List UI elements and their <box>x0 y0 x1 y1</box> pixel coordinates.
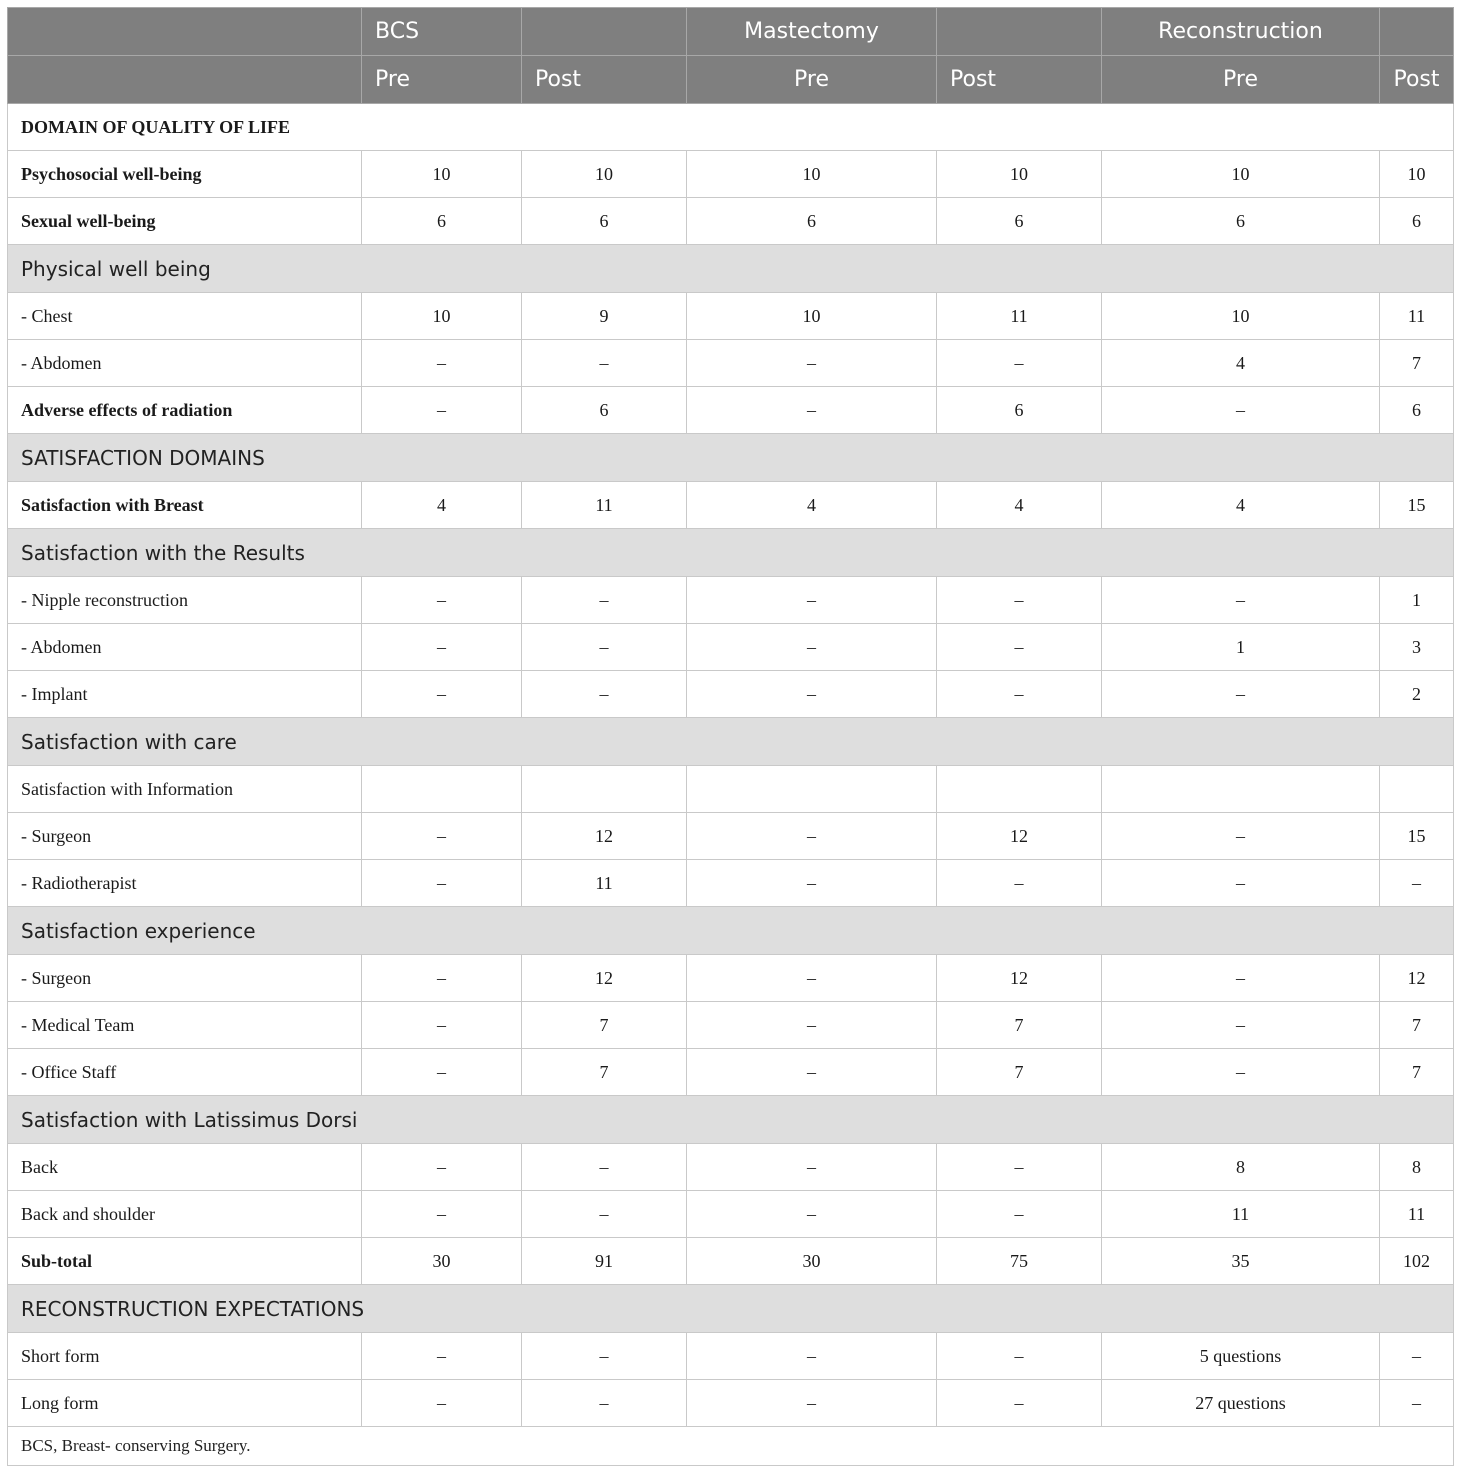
cell-value: 7 <box>1380 340 1454 387</box>
cell-value: – <box>522 577 687 624</box>
table-row <box>8 671 1454 718</box>
section-row <box>8 434 1454 482</box>
section-label: RECONSTRUCTION EXPECTATIONS <box>8 1285 1454 1333</box>
table-row <box>8 1144 1454 1191</box>
table-row <box>8 766 1454 813</box>
table-row <box>8 955 1454 1002</box>
cell-value: 6 <box>522 387 687 434</box>
table-header <box>8 8 1454 104</box>
row-label: - Surgeon <box>8 813 362 860</box>
cell-value: – <box>1102 577 1380 624</box>
cell-value: – <box>522 624 687 671</box>
cell-value: – <box>937 1333 1102 1380</box>
cell-value: – <box>687 860 937 907</box>
subhead-corner <box>8 56 362 104</box>
cell-value: – <box>362 1144 522 1191</box>
cell-value: 35 <box>1102 1238 1380 1285</box>
cell-value: – <box>362 1333 522 1380</box>
table-row <box>8 624 1454 671</box>
cell-value: 30 <box>687 1238 937 1285</box>
row-label: - Radiotherapist <box>8 860 362 907</box>
header-group-blank-3 <box>1380 8 1454 56</box>
row-label: - Implant <box>8 671 362 718</box>
domain-title: DOMAIN OF QUALITY OF LIFE <box>8 104 1454 151</box>
cell-value: 6 <box>522 198 687 245</box>
cell-value: 27 questions <box>1102 1380 1380 1427</box>
cell-value: 11 <box>1380 1191 1454 1238</box>
header-group-blank-2 <box>937 8 1102 56</box>
table-row <box>8 293 1454 340</box>
row-label: Adverse effects of radiation <box>8 387 362 434</box>
cell-value: 10 <box>1102 151 1380 198</box>
cell-value: 2 <box>1380 671 1454 718</box>
section-row <box>8 907 1454 955</box>
table-row <box>8 340 1454 387</box>
cell-value: – <box>522 1333 687 1380</box>
cell-value <box>362 766 522 813</box>
cell-value: – <box>937 860 1102 907</box>
cell-value: 12 <box>522 813 687 860</box>
cell-value: 12 <box>522 955 687 1002</box>
cell-value: 10 <box>522 151 687 198</box>
cell-value: – <box>1102 955 1380 1002</box>
cell-value: 6 <box>1102 198 1380 245</box>
cell-value: – <box>687 1002 937 1049</box>
cell-value <box>687 766 937 813</box>
cell-value: – <box>362 577 522 624</box>
section-row <box>8 245 1454 293</box>
cell-value <box>522 766 687 813</box>
header-subhead-row <box>8 56 1454 104</box>
row-label: Back and shoulder <box>8 1191 362 1238</box>
cell-value: – <box>937 1144 1102 1191</box>
cell-value: 7 <box>937 1049 1102 1096</box>
cell-value: – <box>687 1191 937 1238</box>
section-row <box>8 718 1454 766</box>
header-corner <box>8 8 362 56</box>
cell-value: – <box>687 1333 937 1380</box>
cell-value: – <box>362 860 522 907</box>
cell-value: 4 <box>1102 340 1380 387</box>
cell-value: 7 <box>522 1002 687 1049</box>
cell-value: – <box>687 387 937 434</box>
table-row <box>8 198 1454 245</box>
cell-value: – <box>687 577 937 624</box>
cell-value: 6 <box>1380 387 1454 434</box>
row-label: Satisfaction with Information <box>8 766 362 813</box>
footnote-row <box>8 1427 1454 1466</box>
cell-value: – <box>1102 860 1380 907</box>
section-row <box>8 1285 1454 1333</box>
table-row <box>8 1191 1454 1238</box>
cell-value: – <box>1102 671 1380 718</box>
cell-value: 11 <box>937 293 1102 340</box>
cell-value: 10 <box>362 293 522 340</box>
section-label: Satisfaction experience <box>8 907 1454 955</box>
cell-value: 11 <box>1102 1191 1380 1238</box>
row-label: Long form <box>8 1380 362 1427</box>
cell-value: 8 <box>1380 1144 1454 1191</box>
cell-value: 6 <box>362 198 522 245</box>
cell-value: 11 <box>1380 293 1454 340</box>
cell-value: – <box>937 577 1102 624</box>
table-row <box>8 1002 1454 1049</box>
subhead-mastectomy-post: Post <box>937 56 1102 104</box>
cell-value: – <box>522 1144 687 1191</box>
cell-value: 12 <box>1380 955 1454 1002</box>
table-row <box>8 1238 1454 1285</box>
cell-value: – <box>687 813 937 860</box>
cell-value: 6 <box>937 387 1102 434</box>
header-group-mastectomy: Mastectomy <box>687 8 937 56</box>
cell-value: 10 <box>362 151 522 198</box>
cell-value: 3 <box>1380 624 1454 671</box>
row-label: Back <box>8 1144 362 1191</box>
header-group-blank-1 <box>522 8 687 56</box>
cell-value: 6 <box>687 198 937 245</box>
cell-value: – <box>687 1049 937 1096</box>
subhead-bcs-pre: Pre <box>362 56 522 104</box>
cell-value <box>1102 766 1380 813</box>
cell-value: – <box>522 1380 687 1427</box>
cell-value: – <box>1380 1380 1454 1427</box>
cell-value: – <box>522 671 687 718</box>
subhead-reconstruction-pre: Pre <box>1102 56 1380 104</box>
section-row <box>8 529 1454 577</box>
cell-value: – <box>687 1380 937 1427</box>
table-row <box>8 1380 1454 1427</box>
cell-value: – <box>362 955 522 1002</box>
cell-value: 10 <box>1380 151 1454 198</box>
row-label: Short form <box>8 1333 362 1380</box>
cell-value: 4 <box>362 482 522 529</box>
cell-value: – <box>937 340 1102 387</box>
row-label: Sub-total <box>8 1238 362 1285</box>
header-group-reconstruction: Reconstruction <box>1102 8 1380 56</box>
row-label: - Surgeon <box>8 955 362 1002</box>
cell-value: – <box>687 955 937 1002</box>
cell-value: 8 <box>1102 1144 1380 1191</box>
cell-value: 7 <box>1380 1002 1454 1049</box>
cell-value: 10 <box>937 151 1102 198</box>
row-label: - Abdomen <box>8 624 362 671</box>
table-body <box>8 104 1454 1427</box>
subhead-bcs-post: Post <box>522 56 687 104</box>
section-label: SATISFACTION DOMAINS <box>8 434 1454 482</box>
cell-value: 5 questions <box>1102 1333 1380 1380</box>
subhead-mastectomy-pre: Pre <box>687 56 937 104</box>
row-label: - Abdomen <box>8 340 362 387</box>
cell-value: 4 <box>1102 482 1380 529</box>
table-container <box>7 7 1453 1466</box>
cell-value: – <box>687 1144 937 1191</box>
cell-value: 91 <box>522 1238 687 1285</box>
cell-value: – <box>362 1191 522 1238</box>
cell-value: – <box>522 340 687 387</box>
cell-value: – <box>1102 1049 1380 1096</box>
cell-value: – <box>937 671 1102 718</box>
cell-value <box>937 766 1102 813</box>
section-label: Satisfaction with the Results <box>8 529 1454 577</box>
subhead-reconstruction-post: Post <box>1380 56 1454 104</box>
cell-value: 6 <box>1380 198 1454 245</box>
cell-value: – <box>937 624 1102 671</box>
section-label: Satisfaction with care <box>8 718 1454 766</box>
cell-value: – <box>937 1191 1102 1238</box>
cell-value: 4 <box>937 482 1102 529</box>
cell-value: 1 <box>1102 624 1380 671</box>
cell-value: – <box>1102 1002 1380 1049</box>
cell-value: 102 <box>1380 1238 1454 1285</box>
cell-value: – <box>687 624 937 671</box>
cell-value: 75 <box>937 1238 1102 1285</box>
cell-value: – <box>362 387 522 434</box>
cell-value: – <box>687 671 937 718</box>
cell-value: – <box>1102 387 1380 434</box>
cell-value: 10 <box>687 293 937 340</box>
table-row <box>8 387 1454 434</box>
cell-value <box>1380 766 1454 813</box>
table-row <box>8 151 1454 198</box>
cell-value: 4 <box>687 482 937 529</box>
table-row <box>8 482 1454 529</box>
row-label: - Nipple reconstruction <box>8 577 362 624</box>
cell-value: 12 <box>937 813 1102 860</box>
cell-value: 15 <box>1380 482 1454 529</box>
row-label: Sexual well-being <box>8 198 362 245</box>
cell-value: – <box>1102 813 1380 860</box>
cell-value: 11 <box>522 860 687 907</box>
row-label: - Office Staff <box>8 1049 362 1096</box>
section-label: Physical well being <box>8 245 1454 293</box>
cell-value: 11 <box>522 482 687 529</box>
cell-value: 1 <box>1380 577 1454 624</box>
cell-value: 7 <box>1380 1049 1454 1096</box>
cell-value: – <box>362 624 522 671</box>
questionnaire-table <box>7 7 1454 1466</box>
cell-value: 30 <box>362 1238 522 1285</box>
cell-value: 15 <box>1380 813 1454 860</box>
row-label: - Chest <box>8 293 362 340</box>
cell-value: 12 <box>937 955 1102 1002</box>
cell-value: 6 <box>937 198 1102 245</box>
table-row <box>8 1049 1454 1096</box>
row-label: Psychosocial well-being <box>8 151 362 198</box>
cell-value: – <box>362 1380 522 1427</box>
cell-value: – <box>362 340 522 387</box>
cell-value: – <box>362 813 522 860</box>
cell-value: 10 <box>1102 293 1380 340</box>
section-row <box>8 1096 1454 1144</box>
cell-value: – <box>1380 860 1454 907</box>
cell-value: 7 <box>937 1002 1102 1049</box>
cell-value: – <box>522 1191 687 1238</box>
cell-value: 10 <box>687 151 937 198</box>
cell-value: – <box>362 1049 522 1096</box>
section-label: Satisfaction with Latissimus Dorsi <box>8 1096 1454 1144</box>
table-row <box>8 1333 1454 1380</box>
table-row <box>8 813 1454 860</box>
table-row <box>8 577 1454 624</box>
header-group-row <box>8 8 1454 56</box>
row-label: - Medical Team <box>8 1002 362 1049</box>
cell-value: – <box>1380 1333 1454 1380</box>
table-row <box>8 860 1454 907</box>
cell-value: 7 <box>522 1049 687 1096</box>
cell-value: – <box>687 340 937 387</box>
title-row <box>8 104 1454 151</box>
cell-value: – <box>362 671 522 718</box>
cell-value: 9 <box>522 293 687 340</box>
cell-value: – <box>937 1380 1102 1427</box>
header-group-bcs: BCS <box>362 8 522 56</box>
footnote: BCS, Breast- conserving Surgery. <box>8 1427 1454 1466</box>
cell-value: – <box>362 1002 522 1049</box>
row-label: Satisfaction with Breast <box>8 482 362 529</box>
